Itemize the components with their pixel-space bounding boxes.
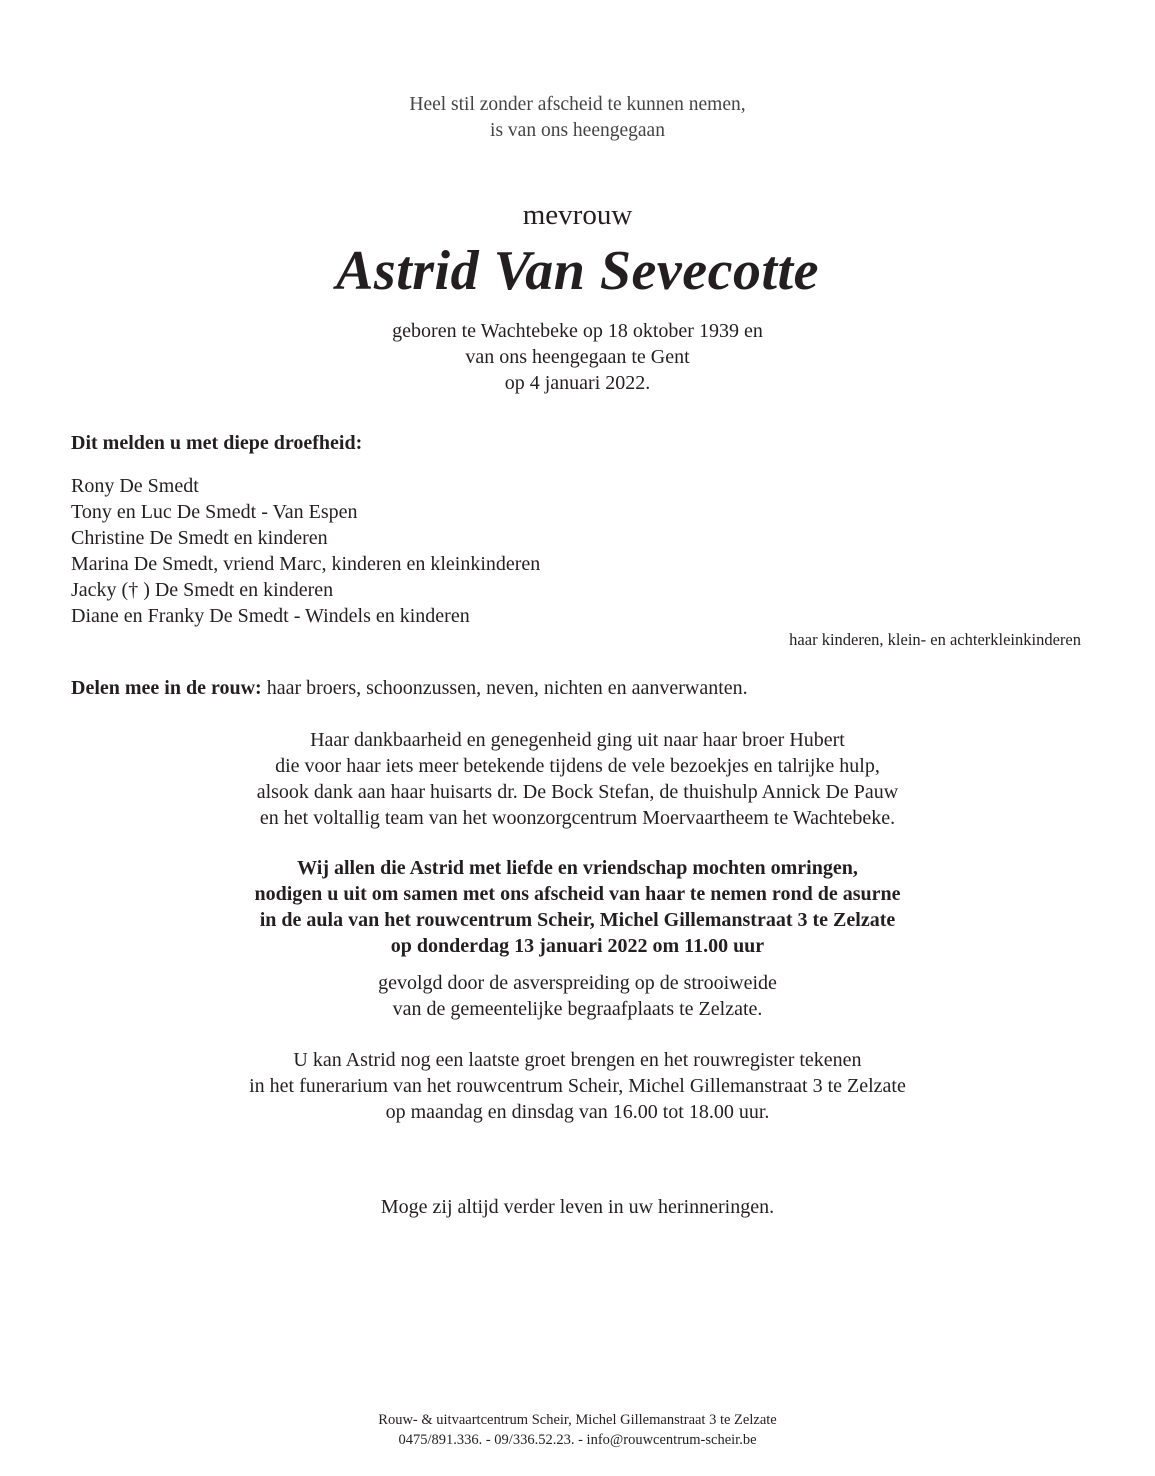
family-member: Diane en Franky De Smedt - Windels en kinderen	[71, 605, 470, 627]
thanks-line: die voor haar iets meer betekende tijdens de vele bezoekjes en talrijke hulp,	[275, 755, 880, 777]
announcement-heading: Dit melden u met diepe droefheid:	[71, 432, 363, 454]
invitation-line: Wij allen die Astrid met liefde en vriendschap mochten omringen,	[297, 857, 858, 879]
family-list	[71, 473, 540, 629]
intro-line: Heel stil zonder afscheid te kunnen nemen,	[409, 94, 746, 115]
invitation-line: op donderdag 13 januari 2022 om 11.00 uur	[390, 935, 765, 957]
footer-phone-email: 0475/891.336. - 09/336.52.23. - info@rouwcentrum-scheir.be	[398, 1432, 757, 1448]
invitation-line: nodigen u uit om samen met ons afscheid van haar te nemen rond de asurne	[254, 883, 901, 905]
followup-line: gevolgd door de asverspreiding op de strooiweide	[378, 972, 777, 994]
footer-contact	[0, 1410, 1155, 1450]
thanks-line: Haar dankbaarheid en genegenheid ging uit naar haar broer Hubert	[310, 729, 845, 751]
thanks-paragraph	[0, 727, 1155, 831]
followup-line: van de gemeentelijke begraafplaats te Zelzate.	[392, 998, 763, 1020]
visitation-line: in het funerarium van het rouwcentrum Scheir, Michel Gillemanstraat 3 te Zelzate	[249, 1075, 906, 1097]
birth-death-line: op 4 januari 2022.	[504, 372, 651, 394]
deceased-name: Astrid Van Sevecotte	[336, 240, 819, 302]
family-member: Rony De Smedt	[71, 475, 199, 497]
visitation-paragraph	[0, 1047, 1155, 1125]
deceased-title: mevrouw	[522, 199, 633, 231]
invitation-line: in de aula van het rouwcentrum Scheir, Michel Gillemanstraat 3 te Zelzate	[259, 909, 896, 931]
family-member: Jacky († ) De Smedt en kinderen	[71, 579, 334, 601]
family-member: Marina De Smedt, vriend Marc, kinderen en kleinkinderen	[71, 553, 541, 575]
followup-paragraph	[0, 970, 1155, 1022]
mourning-label: Delen mee in de rouw:	[71, 677, 262, 699]
thanks-line: alsook dank aan haar huisarts dr. De Bock Stefan, de thuishulp Annick De Pauw	[256, 781, 899, 803]
mourning-line	[71, 675, 748, 701]
visitation-line: op maandag en dinsdag van 16.00 tot 18.00 uur.	[385, 1101, 770, 1123]
intro-verse	[0, 92, 1155, 144]
grandchildren-note: haar kinderen, klein- en achterkleinkinderen	[789, 630, 1081, 649]
birth-death-line: geboren te Wachtebeke op 18 oktober 1939 en	[392, 320, 763, 342]
birth-death-line: van ons heengegaan te Gent	[465, 346, 690, 368]
visitation-line: U kan Astrid nog een laatste groet brengen en het rouwregister tekenen	[293, 1049, 862, 1071]
mourning-text: haar broers, schoonzussen, neven, nichten en aanverwanten.	[261, 677, 748, 699]
footer-address: Rouw- & uitvaartcentrum Scheir, Michel Gillemanstraat 3 te Zelzate	[378, 1412, 777, 1428]
birth-death-info	[0, 318, 1155, 396]
closing-line: Moge zij altijd verder leven in uw herinneringen.	[380, 1196, 775, 1218]
family-member: Tony en Luc De Smedt - Van Espen	[71, 501, 358, 523]
thanks-line: en het voltallig team van het woonzorgcentrum Moervaartheem te Wachtebeke.	[259, 807, 896, 829]
invitation-paragraph	[0, 855, 1155, 959]
intro-line: is van ons heengegaan	[490, 120, 665, 141]
family-member: Christine De Smedt en kinderen	[71, 527, 328, 549]
